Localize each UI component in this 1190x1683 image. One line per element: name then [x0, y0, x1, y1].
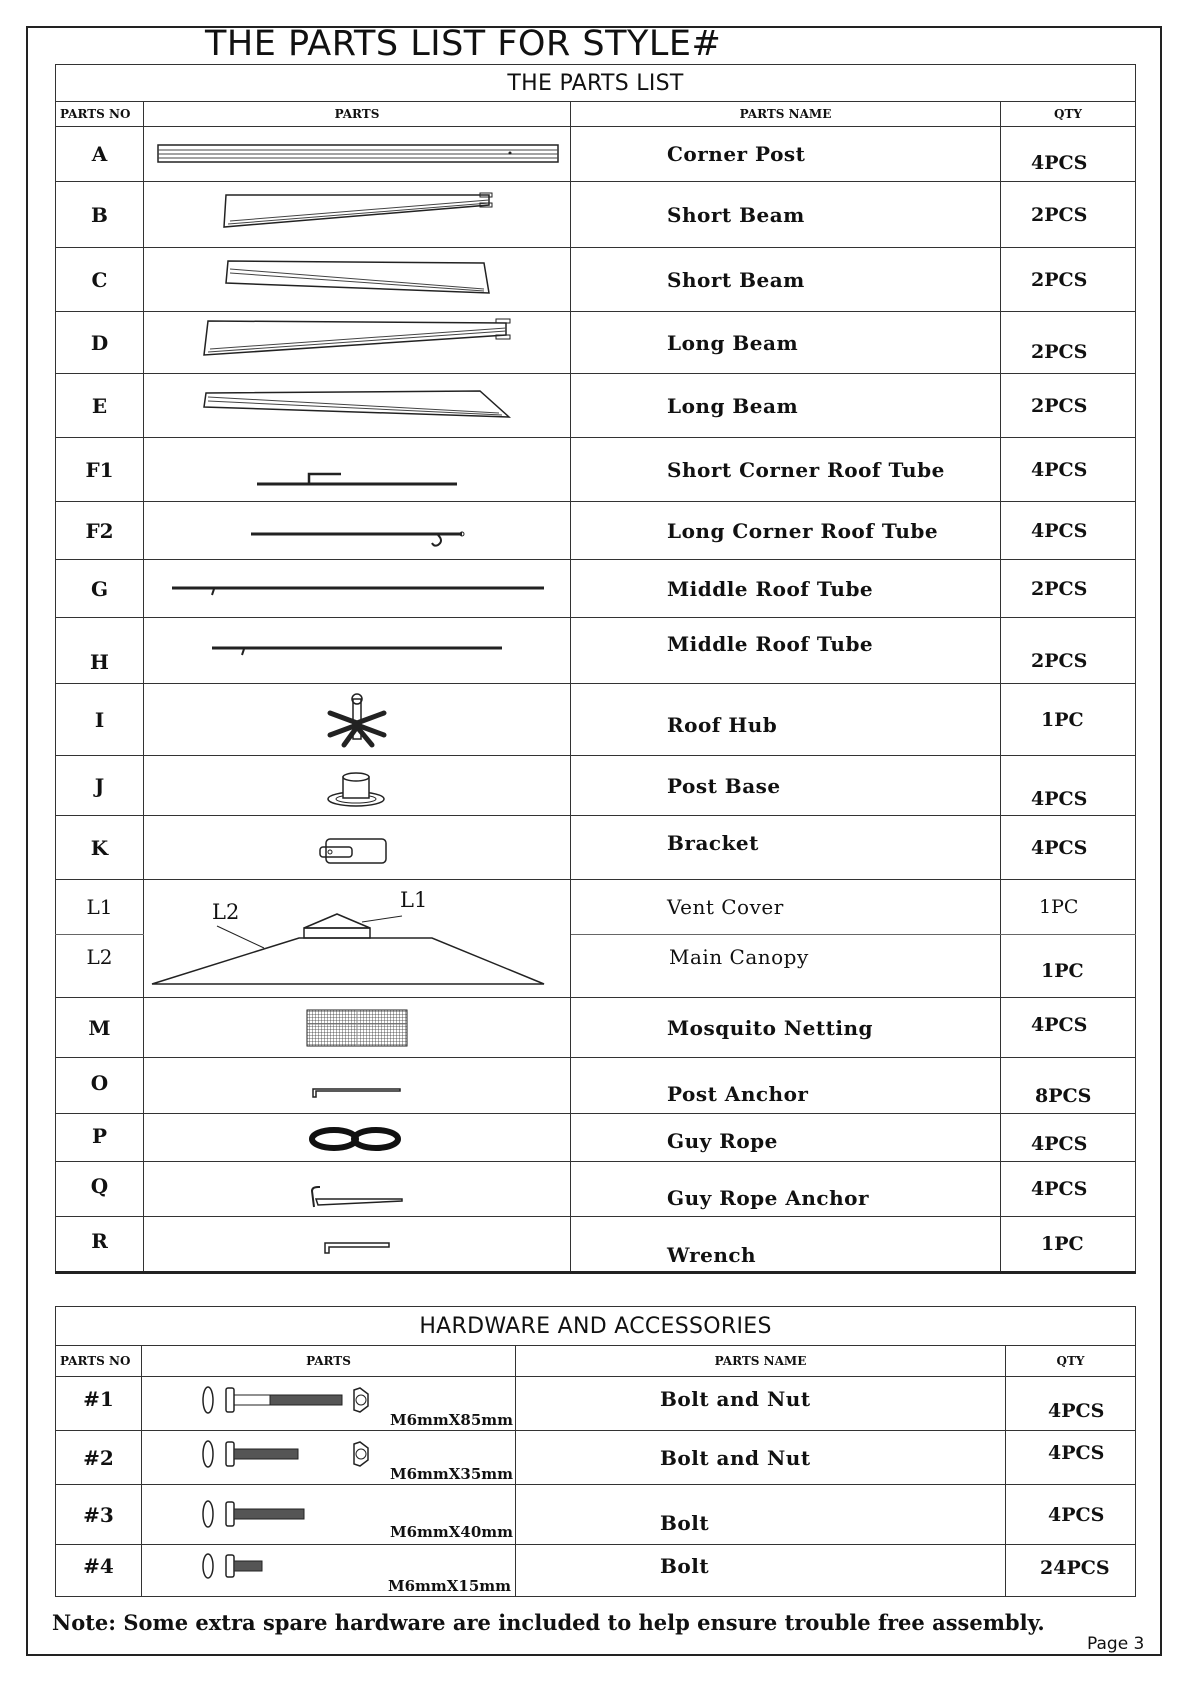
post-anchor-image — [144, 1058, 571, 1114]
bolt-spec: M6mmX40mm — [390, 1523, 514, 1541]
part-qty: 4PCS — [1001, 1162, 1136, 1217]
part-qty: 2PCS — [1001, 374, 1136, 438]
part-no: #4 — [56, 1545, 142, 1597]
post-base-image — [144, 756, 571, 816]
part-name: Bolt and Nut — [516, 1377, 1006, 1431]
part-name: Long Beam — [571, 374, 1001, 438]
bracket-image — [144, 816, 571, 880]
footer-note: Note: Some extra spare hardware are included to help ensure trouble free assembly. — [52, 1610, 1045, 1635]
part-no: J — [56, 756, 144, 816]
part-name: Post Anchor — [571, 1058, 1001, 1114]
table-row — [56, 1058, 1136, 1114]
page-number: Page 3 — [1087, 1634, 1145, 1654]
table-row — [56, 756, 1136, 816]
table-row — [56, 182, 1136, 248]
part-no: B — [56, 182, 144, 248]
header-parts-name: PARTS NAME — [516, 1346, 1006, 1377]
header-parts: PARTS — [142, 1346, 516, 1377]
bolt-nut-85-image — [142, 1377, 516, 1431]
part-name: Short Corner Roof Tube — [571, 438, 1001, 502]
part-no: H — [56, 618, 144, 684]
part-qty: 4PCS — [1001, 816, 1136, 880]
guy-rope-image — [144, 1114, 571, 1162]
part-no: R — [56, 1217, 144, 1273]
guy-rope-anchor-image — [144, 1162, 571, 1217]
part-qty: 1PC — [1001, 684, 1136, 756]
table-row — [56, 1545, 1136, 1597]
part-qty: 2PCS — [1001, 618, 1136, 684]
table-row — [56, 1377, 1136, 1431]
part-name: Long Corner Roof Tube — [571, 502, 1001, 560]
part-qty: 2PCS — [1001, 182, 1136, 248]
part-qty: 1PC — [1001, 880, 1136, 935]
table-row — [56, 1485, 1136, 1545]
parts-list-table — [55, 64, 1136, 1274]
part-qty: 4PCS — [1001, 502, 1136, 560]
part-qty: 4PCS — [1001, 438, 1136, 502]
part-name: Bracket — [571, 816, 1001, 880]
table-row — [56, 127, 1136, 182]
part-no: #3 — [56, 1485, 142, 1545]
part-no: A — [56, 127, 144, 182]
part-qty: 4PCS — [1001, 998, 1136, 1058]
canopy-label-l2: L2 — [212, 900, 240, 924]
part-name: Bolt — [516, 1485, 1006, 1545]
header-parts-no: PARTS NO — [56, 1346, 142, 1377]
long-beam-e-image — [144, 374, 571, 438]
header-parts-no: PARTS NO — [56, 102, 144, 127]
part-no: O — [56, 1058, 144, 1114]
part-no: L1 — [56, 880, 144, 935]
table-row — [56, 312, 1136, 374]
short-corner-roof-tube-image — [144, 438, 571, 502]
part-qty: 2PCS — [1001, 312, 1136, 374]
table-row — [56, 1162, 1136, 1217]
part-name: Bolt and Nut — [516, 1431, 1006, 1485]
part-name: Guy Rope Anchor — [571, 1162, 1001, 1217]
part-no: I — [56, 684, 144, 756]
bolt-15-image — [142, 1545, 516, 1597]
part-no: F2 — [56, 502, 144, 560]
part-name: Wrench — [571, 1217, 1001, 1273]
table-row — [56, 248, 1136, 312]
page-title: THE PARTS LIST FOR STYLE# — [205, 24, 722, 64]
short-beam-c-image — [144, 248, 571, 312]
part-name: Long Beam — [571, 312, 1001, 374]
part-qty: 1PC — [1001, 935, 1136, 998]
table-row — [56, 1217, 1136, 1273]
part-qty: 4PCS — [1001, 127, 1136, 182]
part-qty: 24PCS — [1006, 1545, 1136, 1597]
part-no: K — [56, 816, 144, 880]
table-row — [56, 880, 1136, 935]
hardware-table — [55, 1306, 1136, 1597]
table-row — [56, 684, 1136, 756]
table-row — [56, 560, 1136, 618]
part-no: L2 — [56, 935, 144, 998]
table-row — [56, 1114, 1136, 1162]
long-beam-d-image — [144, 312, 571, 374]
part-name: Guy Rope — [571, 1114, 1001, 1162]
part-name: Main Canopy — [571, 935, 1001, 998]
bolt-spec: M6mmX15mm — [388, 1577, 512, 1595]
part-no: #1 — [56, 1377, 142, 1431]
part-qty: 8PCS — [1001, 1058, 1136, 1114]
part-name: Post Base — [571, 756, 1001, 816]
roof-hub-image — [144, 684, 571, 756]
part-name: Short Beam — [571, 182, 1001, 248]
table-row — [56, 502, 1136, 560]
part-name: Middle Roof Tube — [571, 618, 1001, 684]
part-name: Vent Cover — [571, 880, 1001, 935]
part-name: Middle Roof Tube — [571, 560, 1001, 618]
part-no: F1 — [56, 438, 144, 502]
part-name: Roof Hub — [571, 684, 1001, 756]
table-row — [56, 1431, 1136, 1485]
part-no: G — [56, 560, 144, 618]
mosquito-netting-image — [144, 998, 571, 1058]
part-qty: 2PCS — [1001, 560, 1136, 618]
table-row — [56, 438, 1136, 502]
header-parts: PARTS — [144, 102, 571, 127]
parts-list-caption: THE PARTS LIST — [56, 65, 1136, 102]
part-qty: 4PCS — [1006, 1485, 1136, 1545]
table-row — [56, 816, 1136, 880]
short-beam-b-image — [144, 182, 571, 248]
corner-post-image — [144, 127, 571, 182]
header-qty: QTY — [1006, 1346, 1136, 1377]
part-qty: 4PCS — [1001, 756, 1136, 816]
part-no: Q — [56, 1162, 144, 1217]
bolt-nut-35-image — [142, 1431, 516, 1485]
middle-roof-tube-h-image — [144, 618, 571, 684]
part-qty: 4PCS — [1001, 1114, 1136, 1162]
hardware-caption: HARDWARE AND ACCESSORIES — [56, 1307, 1136, 1346]
canopy-image — [144, 880, 571, 998]
part-no: P — [56, 1114, 144, 1162]
part-no: E — [56, 374, 144, 438]
part-qty: 4PCS — [1006, 1431, 1136, 1485]
wrench-image — [144, 1217, 571, 1273]
part-no: C — [56, 248, 144, 312]
table-row — [56, 618, 1136, 684]
header-qty: QTY — [1001, 102, 1136, 127]
canopy-label-l1: L1 — [400, 888, 428, 912]
bolt-spec: M6mmX85mm — [390, 1411, 514, 1429]
part-name: Short Beam — [571, 248, 1001, 312]
long-corner-roof-tube-image — [144, 502, 571, 560]
part-no: #2 — [56, 1431, 142, 1485]
table-row — [56, 374, 1136, 438]
part-no: M — [56, 998, 144, 1058]
bolt-spec: M6mmX35mm — [390, 1465, 514, 1483]
middle-roof-tube-g-image — [144, 560, 571, 618]
part-qty: 2PCS — [1001, 248, 1136, 312]
part-name: Corner Post — [571, 127, 1001, 182]
part-name: Bolt — [516, 1545, 1006, 1597]
part-no: D — [56, 312, 144, 374]
part-qty: 1PC — [1001, 1217, 1136, 1273]
table-row — [56, 998, 1136, 1058]
bolt-40-image — [142, 1485, 516, 1545]
part-qty: 4PCS — [1006, 1377, 1136, 1431]
header-parts-name: PARTS NAME — [571, 102, 1001, 127]
part-name: Mosquito Netting — [571, 998, 1001, 1058]
